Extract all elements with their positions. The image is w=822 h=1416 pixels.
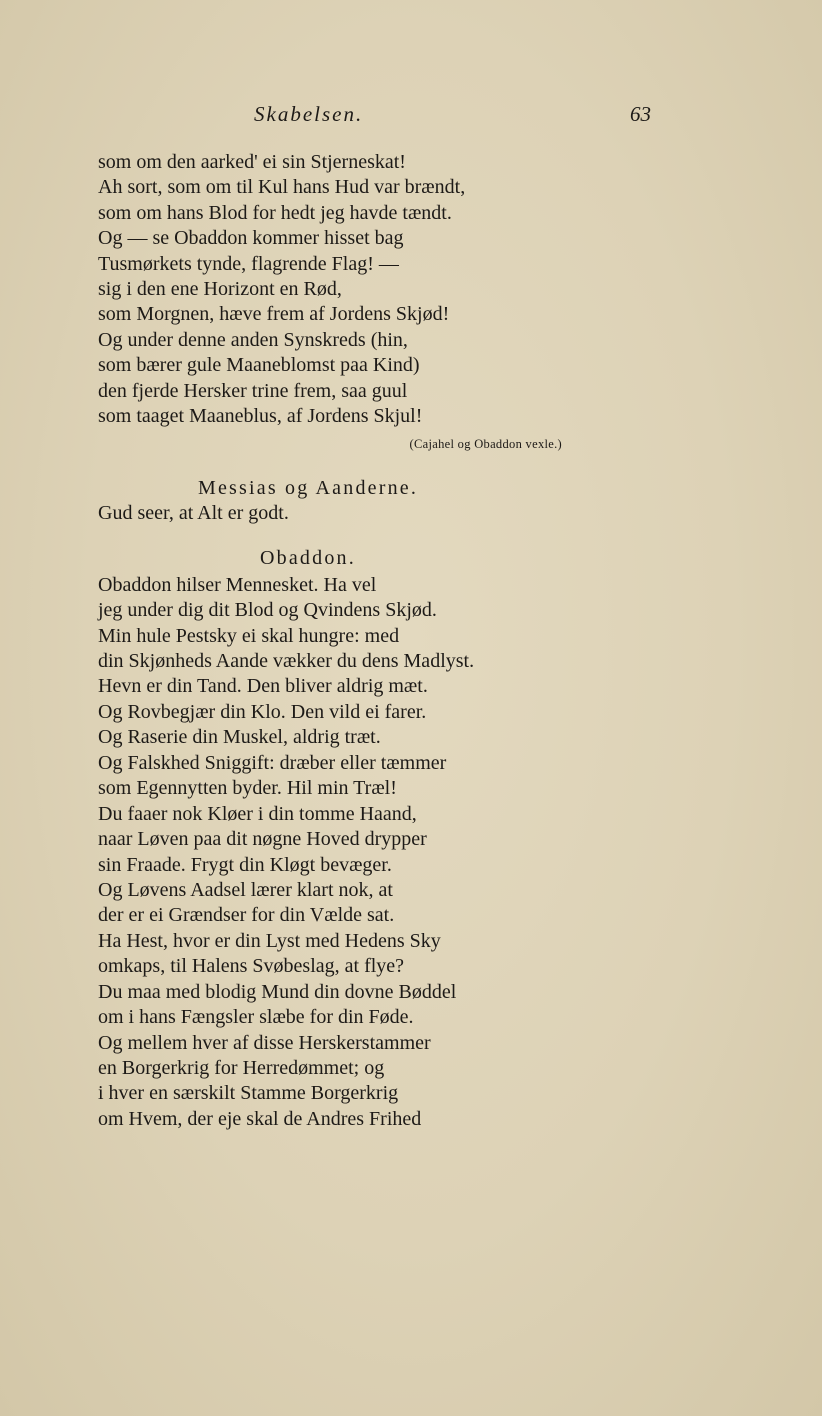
verse-line: om i hans Fængsler slæbe for din Føde. <box>98 1006 414 1029</box>
verse-block-2 <box>98 573 568 1133</box>
speaker-heading: Obaddon. <box>260 546 356 569</box>
verse-line: der er ei Grændser for din Vælde sat. <box>98 904 395 927</box>
verse-line: som taaget Maaneblus, af Jordens Skjul! <box>98 404 423 427</box>
verse-line: som om hans Blod for hedt jeg havde tændt. <box>98 201 452 224</box>
verse-line: sin Fraade. Frygt din Kløgt bevæger. <box>98 853 392 876</box>
verse-line: Og — se Obaddon kommer hisset bag <box>98 227 404 250</box>
verse-line: Og Falskhed Sniggift: dræber eller tæmmer <box>98 751 447 774</box>
verse-line: i hver en særskilt Stamme Borgerkrig <box>98 1082 399 1105</box>
running-head <box>0 96 822 136</box>
verse-line: Og Rovbegjær din Klo. Den vild ei farer. <box>98 700 427 723</box>
verse-line: omkaps, til Halens Svøbeslag, at flye? <box>98 955 405 978</box>
verse-line: Og mellem hver af disse Herskerstammer <box>98 1031 431 1054</box>
text-block <box>98 150 568 1132</box>
verse-line: som om den aarked' ei sin Stjerneskat! <box>98 151 406 173</box>
verse-line: Min hule Pestsky ei skal hungre: med <box>98 624 400 647</box>
verse-line: som Morgnen, hæve frem af Jordens Skjød! <box>98 303 450 326</box>
verse-line: Tusmørkets tynde, flagrende Flag! — <box>98 252 399 275</box>
verse-line: Ha Hest, hvor er din Lyst med Hedens Sky <box>98 929 441 952</box>
page-number: 63 <box>630 102 651 126</box>
verse-line: som Egennytten byder. Hil min Træl! <box>98 777 397 800</box>
speech-line: Gud seer, at Alt er godt. <box>98 502 289 525</box>
verse-line: Og Løvens Aadsel lærer klart nok, at <box>98 878 393 901</box>
verse-line: en Borgerkrig for Herredømmet; og <box>98 1057 385 1079</box>
verse-line: Ah sort, som om til Kul hans Hud var brændt, <box>98 176 466 199</box>
verse-line: Hevn er din Tand. Den bliver aldrig mæt. <box>98 675 428 698</box>
stage-direction: (Cajahel og Obaddon vexle.) <box>409 437 562 452</box>
verse-line: din Skjønheds Aande vækker du dens Madlyst. <box>98 650 475 672</box>
verse-line: Du faaer nok Kløer i din tomme Haand, <box>98 802 417 825</box>
running-title: Skabelsen. <box>254 102 364 126</box>
verse-line: naar Løven paa dit nøgne Hoved drypper <box>98 828 427 851</box>
verse-block-1 <box>98 150 568 429</box>
speaker-heading: Messias og Aanderne. <box>198 477 419 500</box>
verse-line: om Hvem, der eje skal de Andres Frihed <box>98 1107 422 1130</box>
verse-line: sig i den ene Horizont en Rød, <box>98 277 342 300</box>
verse-line: den fjerde Hersker trine frem, saa guul <box>98 379 408 402</box>
verse-line: Obaddon hilser Mennesket. Ha vel <box>98 573 377 596</box>
verse-line: Og under denne anden Synskreds (hin, <box>98 328 408 351</box>
verse-line: jeg under dig dit Blod og Qvindens Skjød. <box>98 599 437 622</box>
verse-line: Og Raserie din Muskel, aldrig træt. <box>98 726 381 749</box>
verse-line: Du maa med blodig Mund din dovne Bøddel <box>98 980 457 1003</box>
verse-line: som bærer gule Maaneblomst paa Kind) <box>98 354 420 377</box>
